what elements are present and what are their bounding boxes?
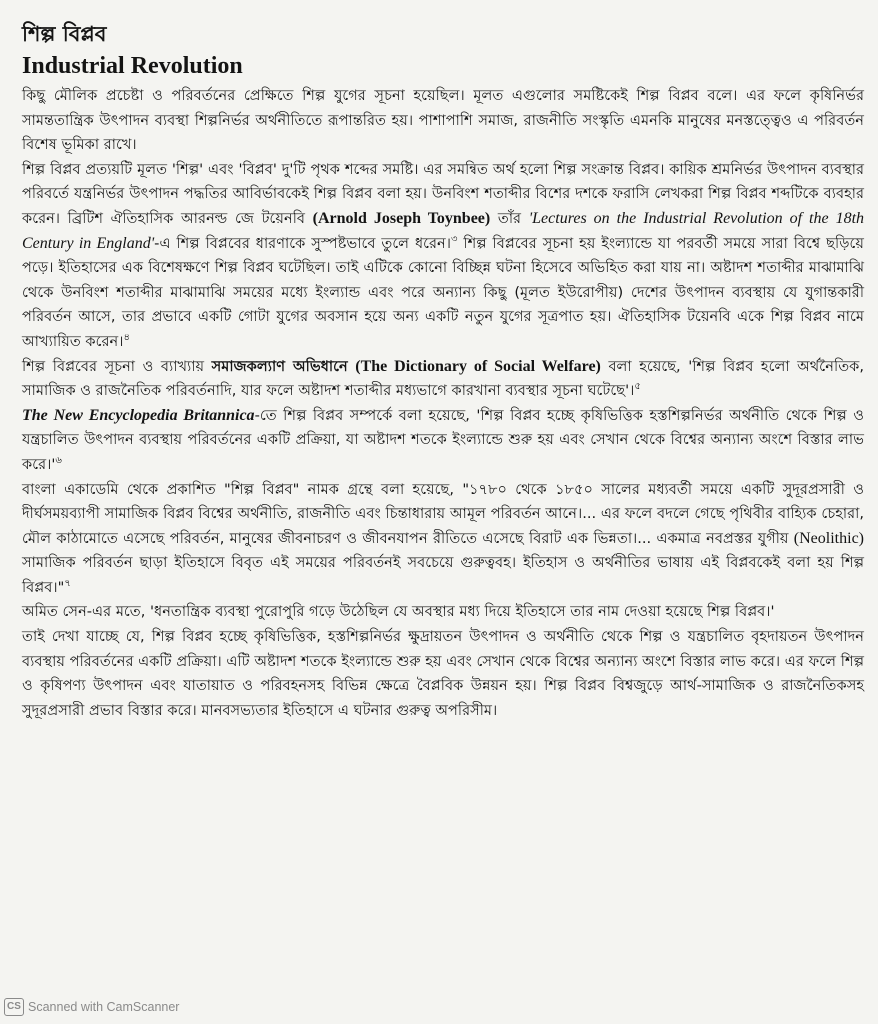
p2-text-c: -এ শিল্প বিপ্লবের ধারণাকে সুস্পষ্টভাবে তুলে ধরেন। xyxy=(154,234,451,252)
p3-dictionary-en: (The Dictionary of Social Welfare) xyxy=(355,357,601,375)
p2-toynbee-name: (Arnold Joseph Toynbee) xyxy=(312,209,491,227)
scanner-watermark xyxy=(4,998,179,1016)
p2-book-title: 'Lectures on the Industrial Revolution of the 18th Century in England' xyxy=(22,209,865,252)
paragraph-1: কিছু মৌলিক প্রচেষ্টা ও পরিবর্তনের প্রেক্ষিতে শিল্প যুগের সূচনা হয়েছিল। মূলত এগুলোর সমষ্টিকেই শিল্প বিপ্লব বলে। এর ফলে কৃষিনির্ভর সামন্ততান্ত্রিক উৎপাদন ব্যবস্থা শিল্পনির্ভর অর্থনীতিতে রূপান্তরিত হয়। পাশাপাশি সমাজ, রাজনীতি সংস্কৃতি এমনকি মানুষের মনস্তত্ত্বেও এ পরিবর্তন বিশেষ ভূমিকা রাখে। xyxy=(22,87,864,154)
footnote-mark: ৪ xyxy=(123,332,130,344)
footnote-mark: ৬ xyxy=(55,455,62,467)
title-bengali: শিল্প বিপ্লব xyxy=(22,22,107,46)
p2-text-b: তাঁর xyxy=(497,209,522,227)
paragraph-7: তাই দেখা যাচ্ছে যে, শিল্প বিপ্লব হচ্ছে কৃষিভিত্তিক, হস্তশিল্পনির্ভর ক্ষুদ্রায়তন উৎপাদন ও অর্থনীতি থেকে শিল্প ও যন্ত্রচালিত বৃহদায়তন উৎপাদন ব্যবস্থায় পরিবর্তনের একটি প্রক্রিয়া। এটি অষ্টাদশ শতকে ইংল্যান্ডে শুরু হয় এবং সেখান থেকে বিশ্বের অন্যান্য অংশে বিস্তার লাভ করে। এর ফলে শিল্প ও কৃষিপণ্য উৎপাদন এবং যাতায়াত ও পরিবহনসহ বিভিন্ন ক্ষেত্রে বৈপ্লবিক উন্নয়ন হয়। শিল্প বিপ্লব বিশ্বজুড়ে আর্থ-সামাজিক ও রাজনৈতিকসহ সুদূরপ্রসারী প্রভাব বিস্তার করে। মানবসভ্যতার ইতিহাসে এ ঘটনার গুরুত্ব অপরিসীম। xyxy=(22,628,864,719)
p4-britannica: The New Encyclopedia Britannica xyxy=(22,406,255,424)
p2-text-a: শিল্প বিপ্লব প্রত্যয়টি মূলত 'শিল্প' এবং 'বিপ্লব' দু'টি পৃথক শব্দের সমষ্টি। এর সমন্বিত অর্থ হলো শিল্প সংক্রান্ত বিপ্লব। কায়িক শ্রমনির্ভর উৎপাদন ব্যবস্থার পরিবর্তে যন্ত্রনির্ভর উৎপাদন পদ্ধতির আবির্ভাবকেই শিল্প বিপ্লব বলা হয়। উনবিংশ শতাব্দীর বিশের দশকে ফরাসি লেখকরা শিল্প বিপ্লব শব্দটিকে ব্যবহার করেন। ব্রিটিশ ঐতিহাসিক আরনল্ড জে টয়েনবি xyxy=(22,160,864,227)
watermark-label: Scanned with CamScanner xyxy=(28,1000,180,1014)
p4-text-a: -তে শিল্প বিপ্লব সম্পর্কে বলা হয়েছে, 'শিল্প বিপ্লব হচ্ছে কৃষিভিত্তিক হস্তশিল্পনির্ভর অর্থনীতি থেকে শিল্প ও যন্ত্রচালিত উৎপাদন ব্যবস্থায় পরিবর্তনের একটি প্রক্রিয়া, যা অষ্টাদশ শতকে ইংল্যান্ডে শুরু হয় এবং সেখান থেকে বিশ্বের অন্যান্য অংশে বিস্তার লাভ করে।' xyxy=(22,406,864,473)
p3-text-b: বলা হয়েছে, 'শিল্প বিপ্লব হলো অর্থনৈতিক, সামাজিক ও রাজনৈতিক পরিবর্তনাদি, যার ফলে অষ্টাদশ শতাব্দীর মধ্যভাগে কারখানা ব্যবস্থার সূচনা ঘটেছে'। xyxy=(22,357,864,400)
paragraph-4 xyxy=(22,404,864,478)
p3-dictionary-bn: সমাজকল্যাণ অভিধানে xyxy=(211,357,348,375)
footnote-mark: ৩ xyxy=(450,233,458,245)
title-english: Industrial Revolution xyxy=(22,53,243,79)
footnote-mark: ৫ xyxy=(634,381,641,393)
p2-text-d: শিল্প বিপ্লবের সূচনা হয় ইংল্যান্ডে যা পরবর্তী সময়ে সারা বিশ্বে ছড়িয়ে পড়ে। ইতিহাসের এক বিশেষক্ষণে শিল্প বিপ্লব ঘটেছিল। তাই এটিকে কোনো বিচ্ছিন্ন ঘটনা হিসেবে অভিহিত করা যায় না। অষ্টাদশ শতাব্দীর মাঝামাঝি থেকে উনবিংশ শতাব্দীর মাঝামাঝি সময়ের মধ্যে ইংল্যান্ড এবং পরে অন্যান্য কিছু (মূলত ইউরোপীয়) দেশের উৎপাদন ব্যবস্থায় যে যুগান্তকারী পরিবর্তন আসে, তার প্রভাবে একটি গোটা যুগের অবসান হয়ে অন্য একটি নতুন যুগের সূত্রপাত হয়। ঐতিহাসিক টয়েনবি একে শিল্প বিপ্লব নামে আখ্যায়িত করেন। xyxy=(22,234,865,350)
camscanner-icon: CS xyxy=(4,998,24,1016)
document-page xyxy=(22,20,864,723)
paragraph-3 xyxy=(22,355,864,404)
paragraph-2 xyxy=(22,158,864,355)
p3-text-a: শিল্প বিপ্লবের সূচনা ও ব্যাখ্যায় xyxy=(22,357,205,375)
p5-text-b: সামাজিক পরিবর্তন ছাড়া ইতিহাসে বিবৃত এই সময়ের পরিবর্তনই সবচেয়ে গুরুত্ববহ। ইতিহাস ও অর্থনীতির ভাষায় এই বিপ্লবকেই বলা হয় শিল্প বিপ্লব।" xyxy=(22,554,864,596)
p5-text-a: বাংলা একাডেমি থেকে প্রকাশিত "শিল্প বিপ্লব" নামক গ্রন্থে বলা হয়েছে, "১৭৮০ থেকে ১৮৫০ সালের মধ্যবর্তী সময়ে একটি সুদূরপ্রসারী ও দীর্ঘসময়ব্যাপী সামাজিক বিপ্লব বিশ্বের অর্থনীতি, রাজনীতি এবং চিন্তাধারায় আমূল পরিবর্তন আনে।... এর ফলে বদলে গেছে পৃথিবীর বাহ্যিক চেহারা, মৌল কাঠামোতে এসেছে পরিবর্তন, মানুষের জীবনাচরণ ও জীবনযাপন রীতিতে এসেছে বিরাট এক ভিন্নতা।... একমাত্র নবপ্রস্তর যুগীয় xyxy=(22,480,864,547)
footnote-mark: ৭ xyxy=(64,578,71,590)
p5-neolithic: (Neolithic) xyxy=(793,529,864,547)
paragraph-6: অমিত সেন-এর মতে, 'ধনতান্ত্রিক ব্যবস্থা পুরোপুরি গড়ে উঠেছিল যে অবস্থার মধ্য দিয়ে ইতিহাসে তার নাম দেওয়া হয়েছে শিল্প বিপ্লব।' xyxy=(22,603,775,621)
paragraph-5 xyxy=(22,478,864,601)
